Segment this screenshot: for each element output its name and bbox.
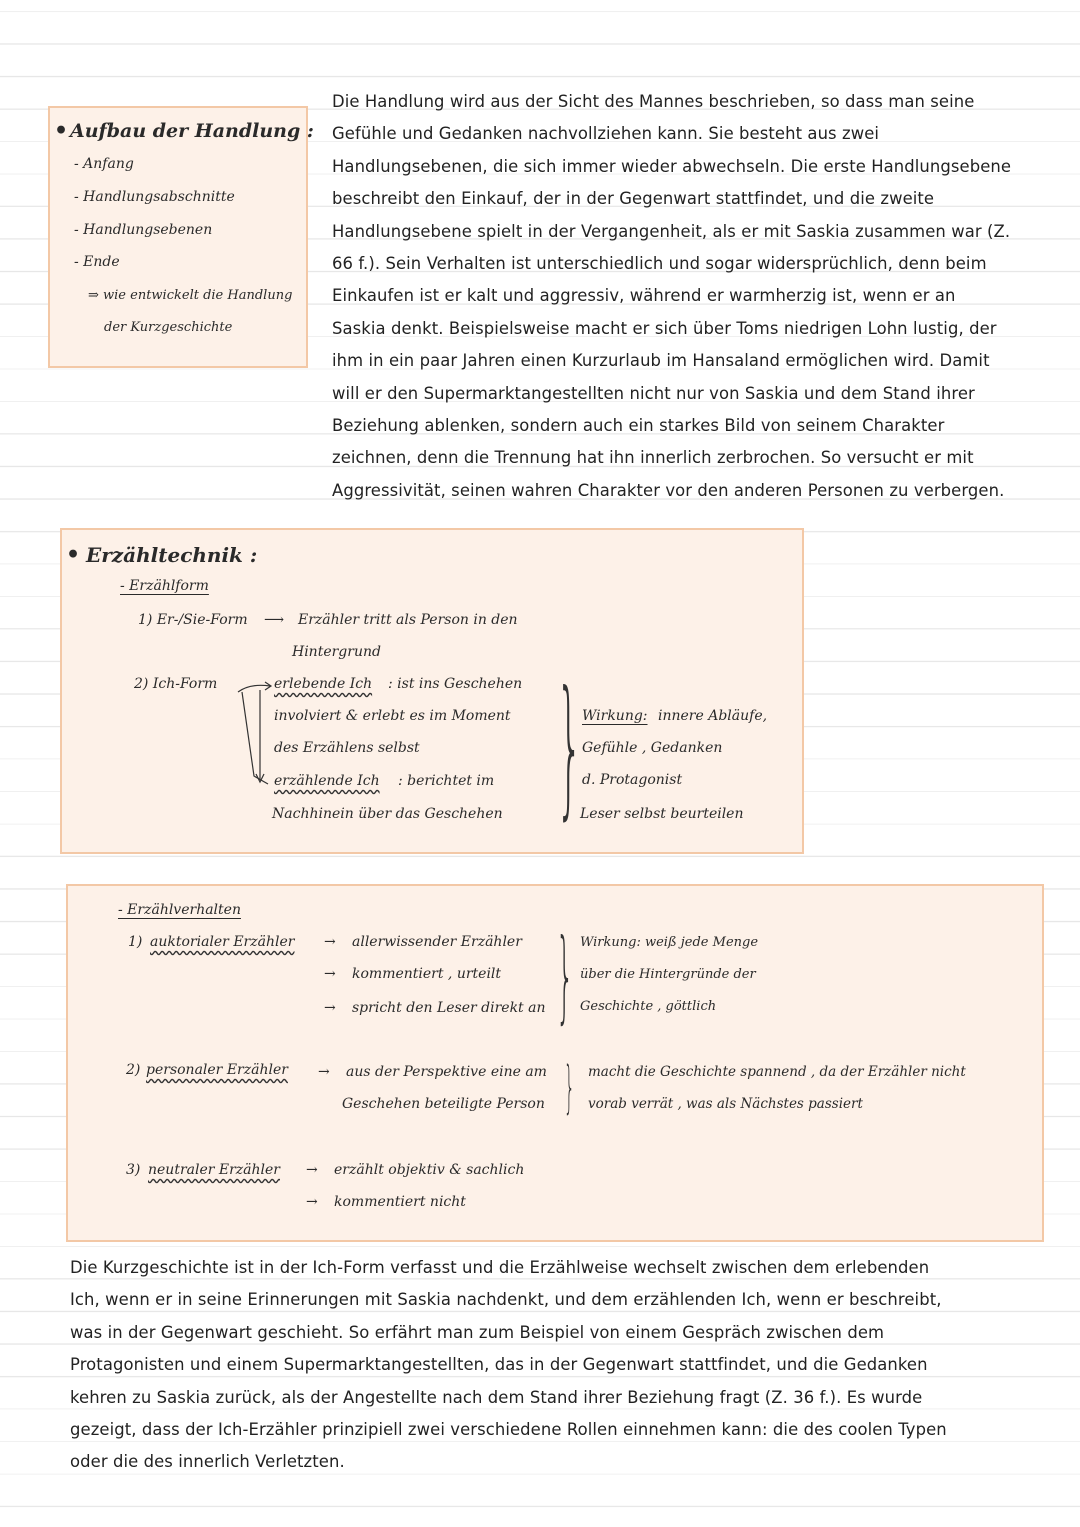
arrow-icon: → [318,1064,330,1080]
arrow-icon: → [306,1194,318,1210]
wirkung-label: Wirkung: [582,708,648,724]
paragraph-top [332,86,1011,507]
paragraph-line: Handlungsebenen, die sich immer wieder abwechseln. Die erste Handlungsebene [332,156,1012,176]
ich-form-label: 2) Ich-Form [134,676,218,692]
auktorial-wirkung-3: Geschichte , göttlich [580,999,717,1014]
personal-point-1: aus der Perspektive eine am [346,1064,547,1080]
paragraph-line: 66 f.). Sein Verhalten ist unterschiedlich und sogar widersprüchlich, denn beim [332,254,987,274]
neutral-point-1: erzählt objektiv & sachlich [334,1162,525,1178]
paragraph-bottom [70,1252,947,1479]
paragraph-line: gezeigt, dass der Ich-Erzähler prinzipiell zwei verschiedene Rollen einnehmen kann: die des coolen Typen [70,1420,947,1440]
erzaehlform-label: - Erzählform [120,578,209,594]
auktorial-wirkung-1: Wirkung: weiß jede Menge [580,935,759,950]
aufbau-question-line1: ⇒ wie entwickelt die Handlung [88,288,293,303]
erlebende-ich-text-3: des Erzählens selbst [274,740,420,756]
bullet-dot: • [54,118,69,144]
er-sie-form-label: 1) Er-/Sie-Form [138,612,248,628]
brace-icon: } [564,1055,575,1120]
brace-icon: } [556,660,583,834]
wirkung-line-3: d. Protagonist [582,772,683,788]
erzaehltechnik-title: Erzähltechnik : [86,543,258,567]
arrow-icon: ⟶ [264,612,285,628]
erzaehlverhalten-title: - Erzählverhalten [118,902,241,918]
personal-wirkung-2: vorab verrät , was als Nächstes passiert [588,1096,863,1112]
paragraph-line: Protagonisten und einem Supermarktangestellten, das in der Gegenwart stattfindet, und die Gedanken [70,1355,928,1375]
paragraph-line: Saskia denkt. Beispielsweise macht er sich über Toms niedrigen Lohn lustig, der [332,318,997,338]
paragraph-line: Die Kurzgeschichte ist in der Ich-Form verfasst und die Erzählweise wechselt zwischen dem erlebenden [70,1258,930,1277]
erlebende-ich-label: erlebende Ich [274,676,373,692]
erzaehlende-ich-text-2: Nachhinein über das Geschehen [272,806,503,822]
branch-arrows-icon [236,676,276,796]
paragraph-line: beschreibt den Einkauf, der in der Gegenwart stattfindet, und die zweite [332,189,935,209]
erzaehlende-ich-label: erzählende Ich [274,773,380,789]
auktorial-point-1: allerwissender Erzähler [352,934,522,950]
neutral-number: 3) [126,1162,141,1178]
paragraph-line: Aggressivität, seinen wahren Charakter vor den anderen Personen zu verbergen. [332,480,1005,500]
er-sie-form-text-2: Hintergrund [292,644,381,660]
paragraph-line: Ich, wenn er in seine Erinnerungen mit Saskia nachdenkt, und dem erzählenden Ich, wenn er beschreibt, [70,1290,942,1310]
wirkung-line-1: innere Abläufe, [658,708,768,724]
auktorial-label: auktorialer Erzähler [150,934,295,950]
wirkung-line-2: Gefühle , Gedanken [582,740,723,756]
aufbau-item-abschnitte: - Handlungsabschnitte [74,189,235,205]
er-sie-form-text-1: Erzähler tritt als Person in den [298,612,518,628]
wirkung-line-4: Leser selbst beurteilen [580,806,744,822]
personal-number: 2) [126,1062,141,1078]
erlebende-ich-text-1: : ist ins Geschehen [388,676,523,692]
auktorial-number: 1) [128,934,143,950]
paragraph-line: ihm in ein paar Jahren einen Kurzurlaub im Hansaland ermöglichen wird. Damit [332,351,990,371]
arrow-icon: → [306,1162,318,1178]
auktorial-point-2: kommentiert , urteilt [352,966,502,982]
auktorial-point-3: spricht den Leser direkt an [352,1000,546,1016]
arrow-icon: → [324,966,336,982]
erzaehlende-ich-text-1: : berichtet im [398,773,495,789]
paragraph-line: zeichnen, denn die Trennung hat ihn innerlich zerbrochen. So versucht er mit [332,448,974,468]
aufbau-title: Aufbau der Handlung : [70,120,314,142]
aufbau-item-ende: - Ende [74,254,120,270]
paragraph-line: oder die des innerlich Verletzten. [70,1452,345,1472]
bullet-dot: • [66,542,81,568]
erlebende-ich-text-2: involviert & erlebt es im Moment [274,708,511,724]
personal-point-2: Geschehen beteiligte Person [342,1096,545,1112]
aufbau-item-ebenen: - Handlungsebenen [74,222,213,238]
paragraph-line: Einkaufen ist er kalt und aggressiv, während er warmherzig ist, wenn er an [332,286,956,306]
arrow-icon: → [324,934,336,950]
brace-icon: } [556,917,574,1034]
neutral-label: neutraler Erzähler [148,1162,280,1178]
auktorial-wirkung-2: über die Hintergründe der [580,967,756,982]
arrow-icon: → [324,1000,336,1016]
paragraph-line: Handlungsebene spielt in der Vergangenheit, als er mit Saskia zusammen war (Z. [332,221,1011,241]
neutral-point-2: kommentiert nicht [334,1194,466,1210]
paragraph-line: was in der Gegenwart geschieht. So erfährt man zum Beispiel von einem Gespräch zwischen dem [70,1322,885,1342]
paragraph-line: Beziehung ablenken, sondern auch ein starkes Bild von seinem Charakter [332,416,945,436]
paragraph-line: Die Handlung wird aus der Sicht des Mannes beschrieben, so dass man seine [332,92,975,111]
paragraph-line: Gefühle und Gedanken nachvollziehen kann. Sie besteht aus zwei [332,124,880,144]
aufbau-item-anfang: - Anfang [74,156,134,172]
personal-label: personaler Erzähler [146,1062,288,1078]
paragraph-line: will er den Supermarktangestellten nicht nur von Saskia und dem Stand ihrer [332,383,975,403]
paragraph-line: kehren zu Saskia zurück, als der Angestellte nach dem Stand ihrer Beziehung fragt (Z. 36 f.). Es wurde [70,1387,923,1407]
aufbau-question-line2: der Kurzgeschichte [104,320,233,335]
personal-wirkung-1: macht die Geschichte spannend , da der Erzähler nicht [588,1064,966,1080]
